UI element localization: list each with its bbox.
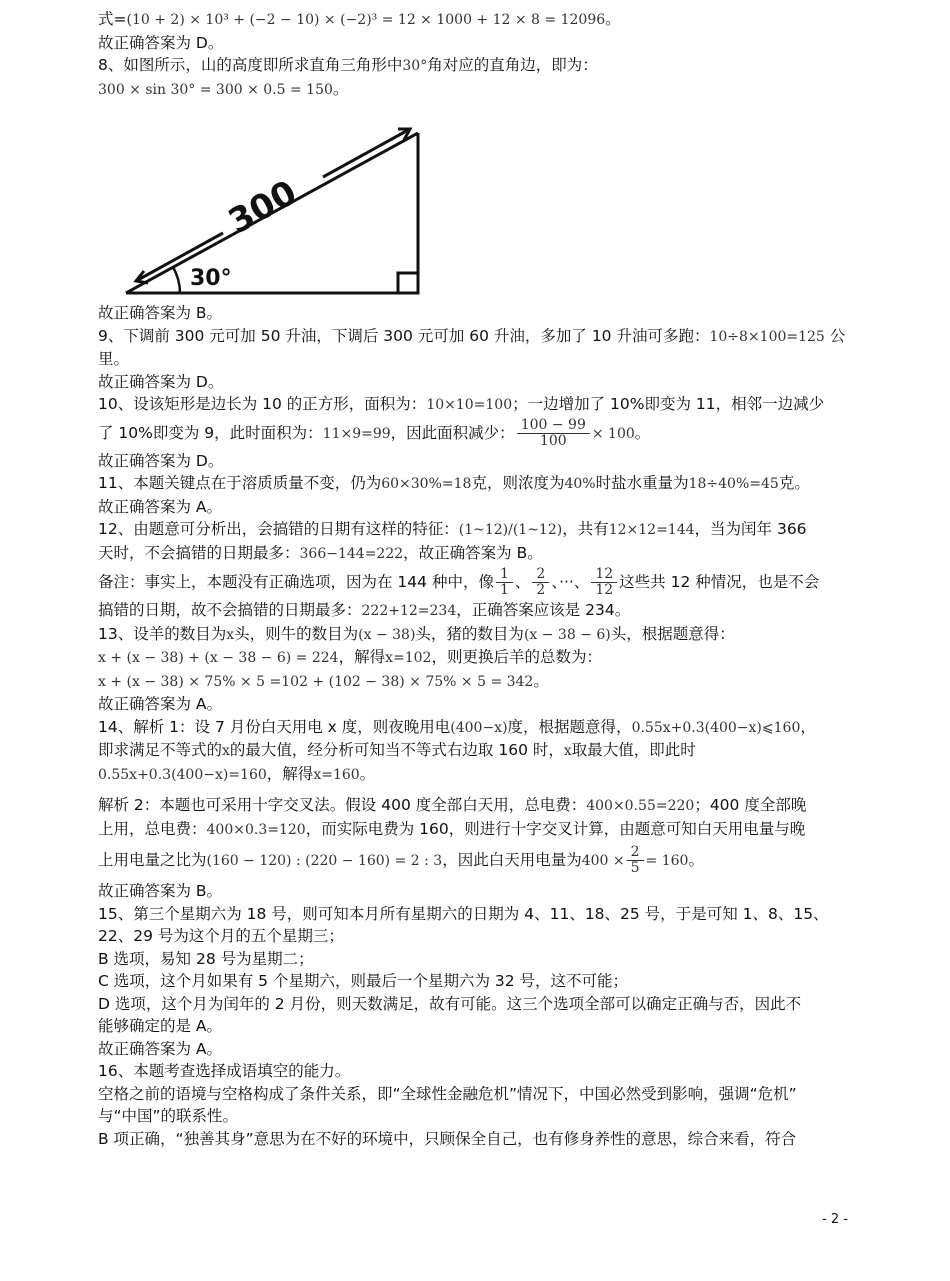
hypotenuse-label: 300 <box>221 172 304 243</box>
math: x <box>226 626 235 643</box>
q15-option-c: C 选项，这个月如果有 5 个星期六，则最后一个星期六为 32 号，这不可能； <box>98 972 629 990</box>
math: x <box>563 743 572 759</box>
text: 式= <box>98 10 127 28</box>
text: 。 <box>688 851 704 869</box>
q12-note <box>98 565 858 599</box>
text: 、···、 <box>551 573 590 591</box>
fraction <box>591 567 617 598</box>
q15-option-d-cont: 能够确定的是 A。 <box>98 1017 223 1035</box>
text: ，而实际电费为 160，则进行十字交叉计算，由题意可知白天用电量与晚 <box>305 819 806 838</box>
math: x <box>222 743 230 759</box>
text: 这些共 12 种情况，也是不会 <box>619 573 820 591</box>
q12-text-cont <box>98 542 858 566</box>
denominator: 5 <box>630 860 640 876</box>
answer-line: 故正确答案为 D。 <box>98 33 224 52</box>
q15-text-cont: 22、29 号为这个月的五个星期三； <box>98 927 344 945</box>
triangle-figure <box>118 105 428 300</box>
text: 天时，不会搞错的日期最多： <box>98 543 300 562</box>
text: 的最大值，经分析可知当不等式右边取 160 时， <box>229 741 564 759</box>
text: 上用电量之比为 <box>98 851 207 869</box>
q13-text <box>98 623 858 647</box>
q10-text <box>98 393 858 417</box>
text: ，因此面积减少： <box>390 423 515 442</box>
math: 0.55x+0.3(400−x)⩽160 <box>631 719 801 736</box>
q14-method2-cont <box>98 818 858 842</box>
answer-line: 故正确答案为 B。 <box>98 882 223 900</box>
math: 10÷8×100=125 <box>709 328 825 345</box>
text: ；一边增加了 10%即变为 11，相邻一边减少 <box>512 395 825 413</box>
text: 备注：事实上，本题没有正确选项，因为在 144 种中，像 <box>98 573 494 591</box>
math: (x − 38) <box>358 626 416 643</box>
answer-line: 故正确答案为 A。 <box>98 497 223 516</box>
q8-formula <box>98 78 858 102</box>
numerator: 1 <box>496 567 513 583</box>
q16-text-2: 空格之前的语境与空格构成了条件关系，即“全球性金融危机”情况下，中国必然受到影响，强调“危机” <box>98 1084 797 1103</box>
text: 14、解析 1：设 7 月份白天用电 x 度，则夜晚用电 <box>98 717 451 736</box>
angle-label: 30° <box>190 266 232 291</box>
text: 解析 2：本题也可采用十字交叉法。假设 400 度全部白天用，总电费： <box>98 796 587 814</box>
angle-arc <box>173 267 180 293</box>
q8-text <box>98 54 858 78</box>
q16-text-4: B 项正确，“独善其身”意思为在不好的环境中，只顾保全自己，也有修身养性的意思，综合来看，符合 <box>98 1129 797 1148</box>
q14-formula <box>98 763 858 787</box>
text: 。 <box>332 79 349 98</box>
text: 头，猪的数目为 <box>415 624 524 643</box>
math: (1~12)/(1~12) <box>458 522 563 538</box>
q14-text <box>98 716 858 740</box>
text: ，故正确答案为 B。 <box>403 543 543 562</box>
text: 头，则牛的数目为 <box>234 624 359 643</box>
math: × 100 <box>591 425 635 442</box>
q11-text <box>98 472 858 496</box>
q10-text-cont <box>98 417 858 450</box>
math: 400×0.3=120 <box>206 821 306 838</box>
text: ，当为闰年 366 <box>694 520 807 538</box>
math: 400 × <box>581 853 625 869</box>
denominator: 2 <box>536 582 546 598</box>
text: 8、如图所示，山的高度即所求直角三角形中 <box>98 56 403 74</box>
text: 度，根据题意得， <box>507 717 632 736</box>
q14-method2-cont2 <box>98 841 858 880</box>
q14-text-cont <box>98 739 858 763</box>
text: 公 <box>824 326 846 345</box>
numerator: 12 <box>591 567 617 583</box>
text: 上用，总电费： <box>98 819 207 838</box>
text: ；400 度全部晚 <box>694 796 807 814</box>
text: 了 10%即变为 9，此时面积为： <box>98 423 323 442</box>
q13-formula-2 <box>98 670 858 694</box>
text: 即求满足不等式的 <box>98 741 223 759</box>
answer-line: 故正确答案为 A。 <box>98 1039 223 1058</box>
math: (x − 38 − 6) <box>523 626 611 643</box>
text: 12、由题意可分析出，会搞错的日期有这样的特征： <box>98 520 459 538</box>
answer-line: 故正确答案为 D。 <box>98 451 224 470</box>
math: 11×9=99 <box>322 425 391 442</box>
numerator: 2 <box>627 845 644 861</box>
fraction <box>496 567 513 598</box>
denominator: 1 <box>499 582 509 598</box>
text: ，共有 <box>562 520 609 538</box>
q9-text <box>98 325 858 349</box>
math: 222+12=234 <box>361 603 457 619</box>
text: 搞错的日期，故不会搞错的日期最多： <box>98 601 362 619</box>
q15-text: 15、第三个星期六为 18 号，则可知本月所有星期六的日期为 4、11、18、25 号，于是可知 1、8、15、 <box>98 904 829 923</box>
text: 。 <box>605 10 621 28</box>
text: 克。 <box>778 474 810 492</box>
math: (10 + 2) × 10³ + (−2 − 10) × (−2)³ = 12 × 1000 + 12 × 8 = 12096 <box>126 12 606 28</box>
text: ， <box>800 717 816 736</box>
math: x=102 <box>385 650 432 666</box>
text: ，正确答案应该是 234。 <box>456 601 631 619</box>
text: 13、设羊的数目为 <box>98 624 227 643</box>
text: 10、设该矩形是边长为 10 的正方形，面积为： <box>98 395 427 413</box>
q15-option-b: B 选项，易知 28 号为星期二； <box>98 949 314 968</box>
answer-line: 故正确答案为 A。 <box>98 695 223 713</box>
text: 、 <box>514 573 531 591</box>
math: (400−x) <box>450 719 508 736</box>
text: ，则更换后羊的总数为： <box>431 648 602 666</box>
document-page <box>98 8 858 1150</box>
q9-text-cont: 里。 <box>98 350 130 368</box>
math: = 160 <box>645 853 689 869</box>
q12-note-cont <box>98 599 858 623</box>
q15-option-d: D 选项，这个月为闰年的 2 月份，则天数满足，故有可能。这三个选项全部可以确定正确与否，因此不 <box>98 994 802 1013</box>
text: 。 <box>359 764 376 783</box>
math: 12×12=144 <box>608 522 695 538</box>
numerator: 2 <box>532 567 549 583</box>
q14-method2 <box>98 794 858 818</box>
math: 40% <box>564 476 596 492</box>
answer-line: 故正确答案为 D。 <box>98 372 224 391</box>
text: 。 <box>533 671 549 690</box>
q16-text-3: 与“中国”的联系性。 <box>98 1107 239 1125</box>
q13-formula <box>98 646 858 670</box>
fraction <box>517 418 590 449</box>
math: 0.55x+0.3(400−x)=160 <box>98 766 267 783</box>
denominator: 12 <box>595 582 614 598</box>
math: 400×0.55=220 <box>586 798 695 814</box>
q12-text <box>98 518 858 542</box>
answer-line: 故正确答案为 B。 <box>98 304 223 322</box>
math: x + (x − 38) + (x − 38 − 6) = 224 <box>98 650 339 666</box>
fraction <box>532 567 549 598</box>
formula-line <box>98 8 858 32</box>
numerator: 100 − 99 <box>517 418 590 434</box>
arrow-shaft-upper <box>323 129 410 177</box>
page-number: - 2 - <box>822 1212 848 1227</box>
text: ，因此白天用电量为 <box>442 851 582 869</box>
fraction <box>627 845 644 876</box>
denominator: 100 <box>539 432 567 449</box>
math: 300 × sin 30° = 300 × 0.5 = 150 <box>98 81 333 98</box>
math: 18÷40%=45 <box>688 476 779 492</box>
math: 30° <box>402 58 428 74</box>
math: x + (x − 38) × 75% × 5 =102 + (102 − 38) × 75% × 5 = 342 <box>98 673 534 690</box>
text: ，解得 <box>266 764 314 783</box>
text: ，解得 <box>338 648 386 666</box>
math: 366−144=222 <box>299 545 404 562</box>
text: 11、本题关键点在于溶质质量不变，仍为 <box>98 474 382 492</box>
text: 头，根据题意得： <box>610 624 735 643</box>
text: 克，则浓度为 <box>471 474 565 492</box>
right-angle-mark <box>398 273 418 293</box>
text: 9、下调前 300 元可加 50 升油，下调后 300 元可加 60 升油，多加了 10 升油可多跑： <box>98 326 710 345</box>
math: (160 − 120) : (220 − 160) = 2 : 3 <box>206 853 443 869</box>
math: 10×10=100 <box>426 397 513 413</box>
math: 60×30%=18 <box>381 476 472 492</box>
text: 角对应的直角边，即为： <box>427 56 598 74</box>
text: 。 <box>634 423 651 442</box>
q16-text: 16、本题考查选择成语填空的能力。 <box>98 1062 351 1080</box>
text: 取最大值，即此时 <box>571 741 696 759</box>
math: x=160 <box>313 766 360 783</box>
text: 时盐水重量为 <box>595 474 689 492</box>
